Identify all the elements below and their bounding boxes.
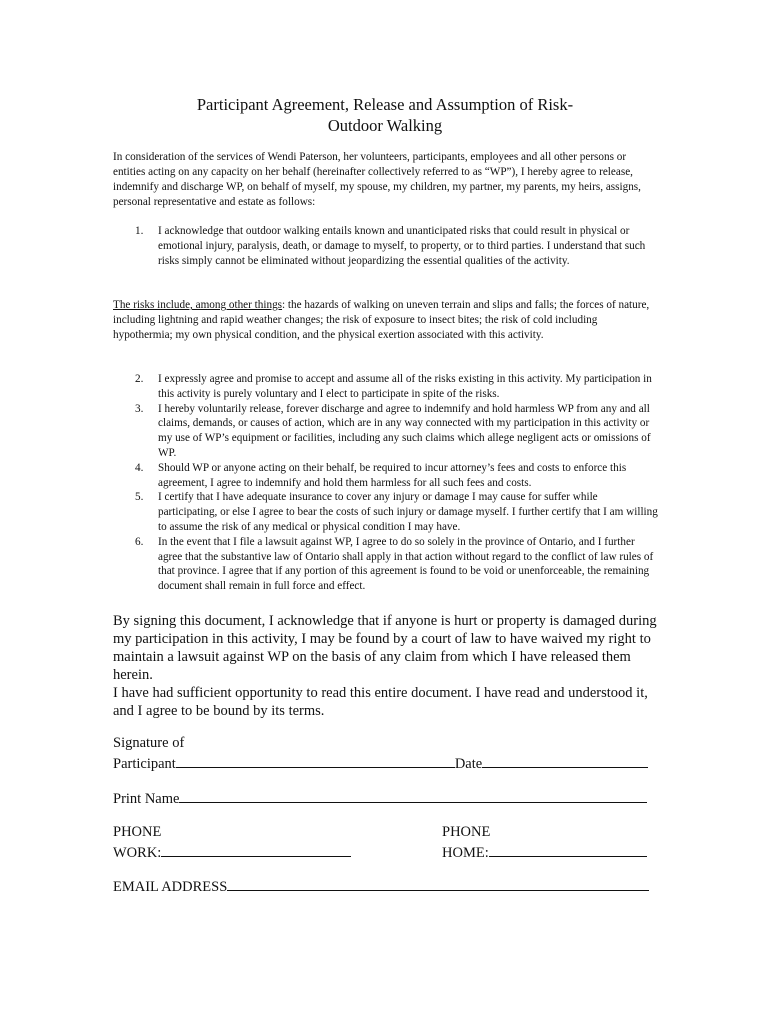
phone-label: PHONE [113,824,162,840]
clause-item [113,372,658,402]
signature-block [113,734,648,774]
print-name-row [113,788,647,809]
participant-label: Participant [113,756,176,772]
phone-work-line[interactable] [161,842,351,857]
clause-text: I acknowledge that outdoor walking entails known and unanticipated risks that could result in physical or emotional injury, paralysis, death, or damage to myself, to property, or to third parties. I understand that such risks simply cannot be eliminated without jeopardizing the essential qualities of the activity. [158,225,646,267]
clause-text: I certify that I have adequate insurance to cover any injury or damage I may cause for suffer while participating, or else I agree to bear the costs of such injury or damage myself. I further certify that I am willing to assume the risk of any medical or physical condition I may have. [158,491,658,533]
clause-item [113,490,658,534]
phone-work-block [113,823,351,863]
clause-item [113,224,653,268]
document-title [0,94,770,136]
clause-text: I expressly agree and promise to accept and assume all of the risks existing in this activity. My participation in this activity is purely voluntary and I elect to participate in spite of the risks. [158,373,652,400]
clause-list-1 [113,224,653,268]
signature-label: Signature of [113,735,185,751]
print-name-line[interactable] [179,788,647,803]
email-label: EMAIL ADDRESS [113,879,228,895]
title-line-2: Outdoor Walking [327,116,443,135]
clause-item [113,461,658,491]
email-line[interactable] [227,876,649,891]
date-line[interactable] [482,753,648,768]
risks-heading: The risks include, among other things [113,299,283,311]
signature-line[interactable] [176,753,455,768]
clause-item [113,402,658,461]
intro-paragraph: In consideration of the services of Wendi Paterson, her volunteers, participants, employees and all other persons or entities acting on any capacity on her behalf (hereinafter collectively referred to as “WP”), I hereby agree to release, indemnify and discharge WP, on behalf of myself, my spouse, my children, my partner, my parents, my heirs, assigns, personal representative and estate as follows: [113,151,641,208]
clause-number: 1. [135,225,144,237]
clause-list-2 [113,372,658,594]
phone-home-line[interactable] [489,842,647,857]
phone-label: PHONE [442,824,491,840]
clause-text: Should WP or anyone acting on their behalf, be required to incur attorney’s fees and costs to enforce this agreement, I agree to indemnify and hold them harmless for all such fees and costs. [158,461,627,489]
title-line-1: Participant Agreement, Release and Assumption of Risk- [196,95,574,114]
clause-item [113,535,658,594]
acknowledgement-section [113,612,658,720]
clause-number: 2. [135,373,144,385]
home-label: HOME: [442,845,489,861]
work-label: WORK: [113,845,162,861]
clause-text: In the event that I file a lawsuit against WP, I agree to do so solely in the province of Ontario, and I further agree that the substantive law of Ontario shall apply in that action without regard to the conflict of law rules of that province. I agree that if any portion of this agreement is found to be void or unenforceable, the remaining document shall remain in full force and effect. [158,535,654,593]
acknowledgement-paragraph: By signing this document, I acknowledge that if anyone is hurt or property is damaged during my participation in this activity, I may be found by a court of law to have waived my right to maintain a lawsuit against WP on the basis of any claim from which I have released them herein. [113,613,657,683]
clause-number: 3. [135,402,144,415]
date-label: Date [454,756,483,772]
email-row [113,876,649,897]
risks-text: : the hazards of walking on uneven terrain and slips and falls; the forces of nature, including lightning and rapid weather changes; the risk of exposure to insect bites; the risk of cold including hypothermia; my own physical condition, and the physical exertion associated with this activity. [113,299,650,341]
clause-number: 5. [135,491,144,504]
clause-number: 6. [135,535,144,548]
clause-text: I hereby voluntarily release, forever discharge and agree to indemnify and hold harmless WP from any and all claims, demands, or causes of action, which are in any way connected with my participation in this activity or my use of WP’s equipment or facilities, including any such claims which allege negligent acts or omissions of WP. [158,402,651,459]
phone-home-block [442,823,647,863]
acknowledgement-paragraph: I have had sufficient opportunity to read this entire document. I have read and understood it, and I agree to be bound by its terms. [113,685,648,719]
print-name-label: Print Name [113,791,180,807]
clause-number: 4. [135,461,144,474]
risks-paragraph [113,298,657,343]
